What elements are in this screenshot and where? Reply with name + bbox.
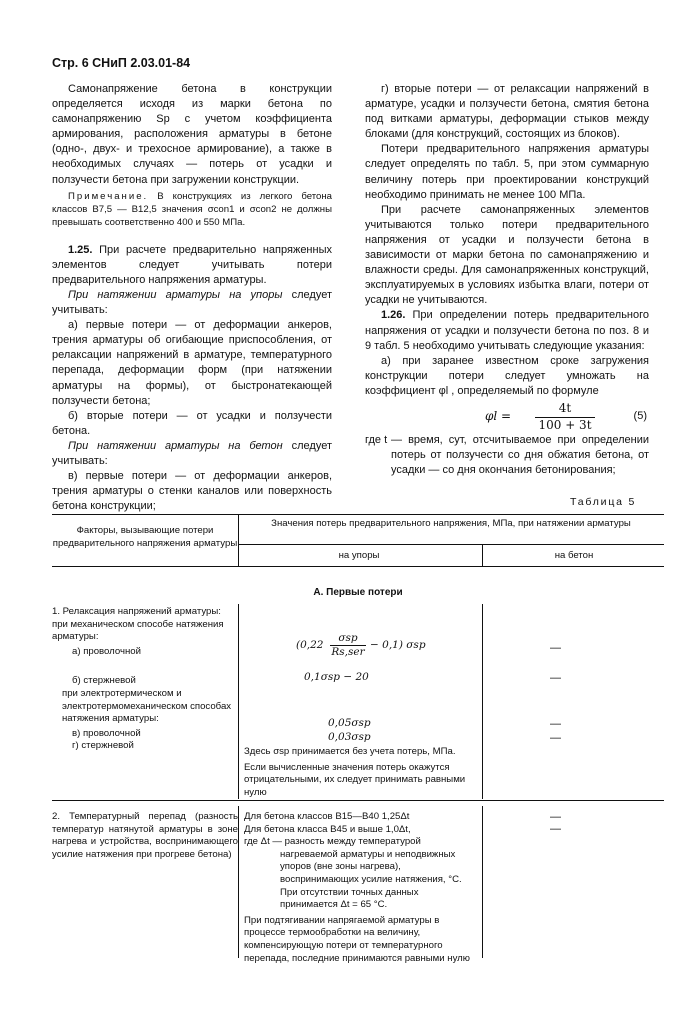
row1-formula-mech-rod: 0,1σsp − 20 xyxy=(304,671,369,683)
row1-electro-rod: г) стержневой xyxy=(72,740,134,752)
right-column xyxy=(365,82,649,478)
row1-note-2: Если вычисленные значения потерь окажутся отрицательными, их следует принимать равными нулю xyxy=(244,761,466,798)
row2-dash-a: — xyxy=(550,811,561,823)
formula-where xyxy=(365,433,649,478)
formula-part-b: − 0,1) σsp xyxy=(370,639,426,651)
paragraph-beton-tail: следует учитывать: xyxy=(52,439,332,467)
row2-line-5: При подтягивании напрягаемой арматуры в процессе термообработки на величину, компенсирующую потери от температурного перепада, последние принимаются равными нулю xyxy=(244,914,470,964)
item-v-first-losses: в) первые потери — от деформации анкеров, трения арматуры о стенки каналов или поверхность бетона конструкции; xyxy=(52,470,332,513)
formula-lhs: φl = xyxy=(485,408,512,423)
row1-electro-wire: в) проволочной xyxy=(72,727,141,739)
clause-text: При расчете предварительно напряженных элементов следует учитывать потери предварительного напряжения арматуры. xyxy=(52,243,332,286)
row1-rod: б) стержневой xyxy=(72,675,136,687)
where-text: — время, сут, отсчитываемое при определении потерь от ползучести со дня обжатия бетона, от усадки — со дня окончания бетонирования; xyxy=(391,433,649,477)
head-factors: Факторы, вызывающие потери предварительного напряжения арматуры xyxy=(52,525,238,549)
formula-denominator: Rs,ser xyxy=(331,645,365,658)
row1-wire: а) проволочной xyxy=(72,645,141,657)
row1-electro: при электротермическом и электротермомеханическом способах натяжения арматуры: xyxy=(62,687,232,725)
clause-number: 1.25. xyxy=(68,243,93,256)
row1-title: 1. Релаксация напряжений арматуры: при механическом способе натяжения арматуры: xyxy=(52,606,224,643)
row2-line-2: Для бетона класса В45 и выше 1,0Δt, xyxy=(244,823,411,835)
where-label: где t xyxy=(365,433,388,446)
paragraph-selfstress: Самонапряжение бетона в конструкции определяется исходя из марки бетона по самонапряжению Sp с учетом коэффициента армирования, расположения арматуры в бетоне (одно-, двух- и трехосное армирование), а также в необходимых случаях — потерь от усадки и ползучести бетона при загружении конструкции. xyxy=(52,83,332,186)
row1-formula-el-rod: 0,03σsp xyxy=(328,731,371,743)
paragraph-upory xyxy=(52,288,332,318)
emphasis-beton: При натяжении арматуры на бетон xyxy=(68,439,283,452)
item-a-first-losses: а) первые потери — от деформации анкеров, трения арматуры об огибающие приспособления, от релаксации напряжений в арматуре, температурного перепада, деформации форм (при натяжении арматуры на формы), от быстронатекающей ползучести бетона; xyxy=(52,319,332,407)
clause-number: 1.26. xyxy=(381,309,406,322)
row1-dash-a: — xyxy=(550,642,561,654)
row1-formula-el-wire: 0,05σsp xyxy=(328,717,371,729)
formula-5 xyxy=(365,401,649,431)
row2-line-4: При отсутствии точных данных принимается Δt = 65 °С. xyxy=(280,886,419,911)
clause-text: При определении потерь предварительного напряжения от усадки и ползучести бетона по поз. 8 и 9 табл. 5 необходимо учитывать следующие указания: xyxy=(365,309,649,352)
item-g-second-losses: г) вторые потери — от релаксации напряжений в арматуре, усадки и ползучести бетона, смятия бетона под витками арматуры, деформации стыков между блоками (для конструкций, состоящих из блоков). xyxy=(365,83,649,141)
paragraph-beton xyxy=(52,439,332,469)
formula-denominator: 100 + 3t xyxy=(538,418,592,433)
item-a-coefficient: а) при заранее известном сроке загружения конструкции потери следует умножать на коэффициент φl , определяемый по формуле xyxy=(365,354,649,397)
row1-factor xyxy=(52,606,238,753)
left-column xyxy=(52,82,332,514)
row2-line-1: Для бетона классов В15—В40 1,25Δt xyxy=(244,811,410,822)
head-values: Значения потерь предварительного напряжения, МПа, при натяжении арматуры xyxy=(271,518,631,529)
head-beton: на бетон xyxy=(554,550,594,561)
row1-formula-mech-wire xyxy=(244,632,472,658)
formula-relaxation-wire xyxy=(244,632,472,658)
section-first-losses: А. Первые потери xyxy=(313,587,403,598)
row2-line-3: где Δt — разность между температурой нагреваемой арматуры и неподвижных упоров (вне зоны нагрева), воспринимающих усилие натяжения, °С. xyxy=(244,836,462,885)
table-title: Таблица 5 xyxy=(570,496,637,508)
row2-dash-b: — xyxy=(550,823,561,835)
note-label: Примечание. xyxy=(68,190,149,202)
row1-note xyxy=(244,746,472,799)
formula-number: (5) xyxy=(633,409,647,422)
formula-fraction xyxy=(535,401,595,433)
clause-1-25 xyxy=(52,243,332,288)
row1-dash-v: — xyxy=(550,718,561,730)
row1-dash-g: — xyxy=(550,732,561,744)
head-upory: на упоры xyxy=(338,550,380,561)
row1-note-1: Здесь σsp принимается без учета потерь, МПа. xyxy=(244,746,456,757)
note xyxy=(52,190,332,229)
clause-1-26 xyxy=(365,308,649,353)
paragraph-losses-table: Потери предварительного напряжения арматуры следует определять по табл. 5, при этом суммарную величину потерь при проектировании конструкций необходимо принимать не менее 100 МПа. xyxy=(365,143,649,201)
formula-part-a: (0,22 xyxy=(296,639,324,651)
formula-numerator: σsp xyxy=(330,632,366,646)
page-header: Стр. 6 СНиП 2.03.01-84 xyxy=(52,56,191,70)
paragraph-upory-tail: следует учитывать: xyxy=(52,288,332,317)
item-b-second-losses: б) вторые потери — от усадки и ползучести бетона. xyxy=(52,409,332,437)
note-text: В конструкциях из легкого бетона классов В7,5 — В12,5 значения σcon1 и σcon2 не должны превышать соответственно 400 и 550 МПа. xyxy=(52,190,332,228)
row2-values xyxy=(244,811,472,965)
paragraph-selfstressed: При расчете самонапряженных элементов учитываются только потери предварительного напряжения от усадки и ползучести бетона в зависимости от марки бетона по самонапряжению и влажности среды. Для самонапряженных конструкций, эксплуатируемых в условиях избытка влаги, потери от усадки не учитываются. xyxy=(365,203,649,307)
emphasis-upory: При натяжении арматуры на упоры xyxy=(68,288,283,301)
formula-numerator: 4t xyxy=(535,401,595,418)
row2-factor: 2. Температурный перепад (разность температур натянутой арматуры в зоне нагрева и устройства, воспринимающего усилие натяжения при прогреве бетона) xyxy=(52,811,238,860)
formula-fraction xyxy=(330,632,366,658)
row1-dash-b: — xyxy=(550,672,561,684)
